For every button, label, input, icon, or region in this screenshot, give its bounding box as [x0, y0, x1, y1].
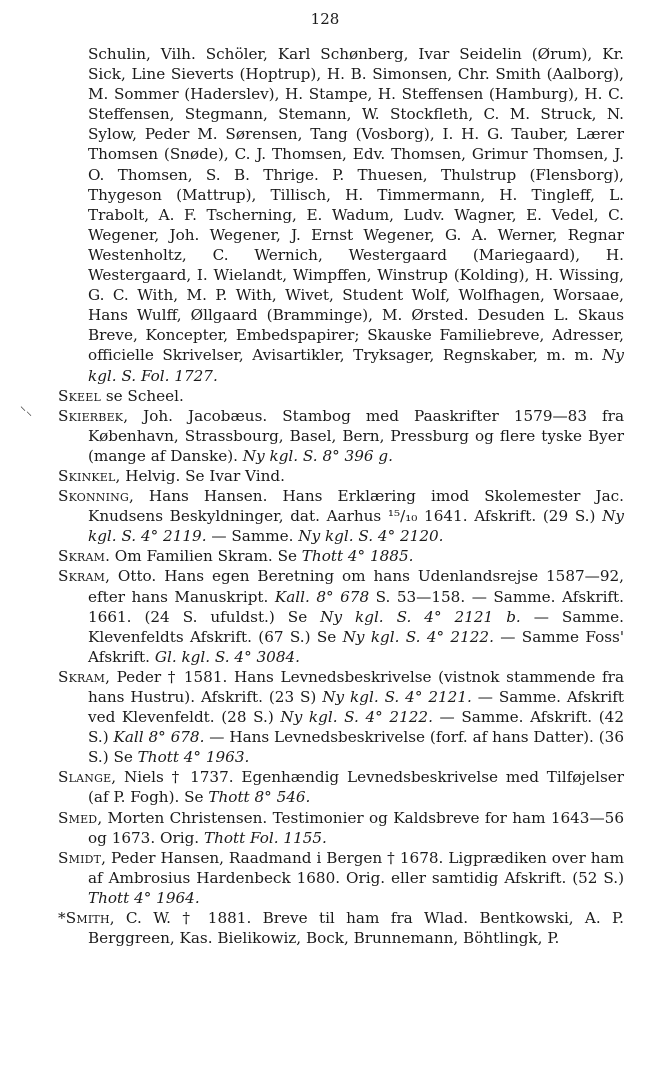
index-entry: [58, 386, 624, 406]
entry-headword: Smed: [58, 808, 98, 827]
entry-text: , Morten Christensen. Testimonier og Kaldsbreve for ham 1643—56 og 1673. Orig.: [88, 808, 624, 847]
shelfmark: Thott 4° 1963.: [137, 748, 250, 767]
marginal-mark: ⸌⸜: [20, 404, 33, 418]
entry-headword: Skram: [58, 567, 106, 586]
entry-headword: Skeel: [58, 386, 101, 405]
shelfmark: Thott 4° 1885.: [301, 547, 414, 566]
entry-headword: Skram: [58, 667, 106, 686]
entry-text: , Helvig. Se Ivar Vind.: [115, 466, 285, 485]
entry-headword: Skierbek: [58, 406, 124, 425]
entry-text: , Niels † 1737. Egenhændig Levnedsbeskrivelse med Tilføjelser (af P. Fogh). Se: [88, 768, 624, 807]
entry-text: — Hans Levnedsbeskrivelse (forf. af hans Datter). (36 S.) Se: [88, 728, 624, 767]
shelfmark: Kall. 8° 678: [274, 587, 370, 606]
shelfmark: Thott 4° 1964.: [88, 888, 200, 907]
continued-entry-schulin: [58, 44, 624, 386]
entry-headword: Skram: [58, 547, 106, 566]
entry-text: — Samme.: [206, 527, 299, 546]
index-text: [58, 44, 624, 948]
index-entry: [58, 767, 624, 807]
index-entry: [58, 546, 624, 566]
entry-text: — Samme. Afskrift. (42 S.): [88, 708, 624, 747]
entry-text: — Samme Foss' Afskrift.: [88, 627, 624, 666]
shelfmark: Ny kgl. S. Fol. 1727.: [88, 346, 625, 385]
entry-text: , Peder † 1581. Hans Levnedsbeskrivelse (vistnok stammende fra hans Hustru). Afskrift. (23 S): [88, 667, 624, 706]
entry-text: se Scheel.: [101, 386, 184, 405]
index-entry: [58, 808, 624, 848]
shelfmark: Ny kgl. S. 4° 2121.: [322, 688, 472, 706]
entry-text: , Hans Hansen. Hans Erklæring imod Skolemester Jac. Knudsens Beskyldninger, dat. Aarhus ¹⁵/₁₀ 1641. Afskrift. (29 S.): [88, 487, 624, 526]
entry-text: — Samme. Afskrift ved Klevenfeldt. (28 S.): [88, 688, 624, 727]
shelfmark: Ny kgl. S. 8° 396 g.: [242, 446, 393, 465]
entry-headword: Skinkel: [58, 466, 116, 485]
shelfmark: Ny kgl. S. 4° 2122.: [280, 708, 433, 727]
entry-text: S. 53—158. — Samme. Afskrift. 1661. (24 S. ufuldst.) Se: [88, 587, 624, 626]
entry-text: , Otto. Hans egen Beretning om hans Udenlandsrejse 1587—92, efter hans Manuskript.: [88, 567, 624, 606]
shelfmark: Ny kgl. S. 4° 2122.: [342, 627, 494, 646]
index-entry: [58, 566, 624, 666]
entry-list: [58, 386, 624, 949]
index-entry: [58, 486, 624, 546]
entry-text: , C. W. † 1881. Breve til ham fra Wlad. Bentkowski, A. P. Berggreen, Kas. Bielikowiz, Bock, Brunnemann, Böhtlingk, P.: [88, 909, 624, 948]
entry-text: . Om Familien Skram. Se: [105, 547, 302, 566]
shelfmark: Ny kgl. S. 4° 2119.: [88, 507, 624, 546]
entry-text: , Peder Hansen, Raadmand i Bergen † 1678. Ligprædiken over ham af Ambrosius Hardenbeck 1680. Orig. eller samtidig Afskrift. (52 S.): [88, 848, 624, 887]
entry-headword: Skonning: [58, 487, 129, 506]
shelfmark: Ny kgl. S. 4° 2120.: [298, 527, 444, 546]
shelfmark: Gl. kgl. S. 4° 3084.: [154, 647, 300, 666]
entry-text: — Samme. Klevenfeldts Afskrift. (67 S.) Se: [88, 607, 624, 646]
shelfmark: Thott Fol. 1155.: [203, 828, 327, 847]
index-entry: [58, 908, 624, 948]
shelfmark: Kall 8° 678.: [113, 728, 205, 747]
index-entry: [58, 406, 624, 466]
entry-headword: *Smith: [58, 909, 110, 928]
shelfmark: Ny kgl. S. 4° 2121 b.: [320, 607, 521, 626]
entry-headword: Smidt: [58, 848, 102, 867]
index-entry: [58, 466, 624, 486]
entry-text: , Joh. Jacobæus. Stambog med Paaskrifter 1579—83 fra København, Strassbourg, Basel, Bern, Pressburg og flere tyske Byer (mange af Danske).: [88, 406, 624, 465]
shelfmark: Thott 8° 546.: [208, 788, 311, 807]
index-entry: [58, 667, 624, 767]
continued-entry-text: Schulin, Vilh. Schöler, Karl Schønberg, Ivar Seidelin (Ørum), Kr. Sick, Line Sieverts (Hoptrup), H. B. Simonsen, Chr. Smith (Aalborg), M. Sommer (Haderslev), H. Stampe, H. Steffensen (Hamburg), H. C. Steffensen, Stegmann, Stemann, W. Stockfleth, C. M. Struck, N. Sylow, Peder M. Sørensen, Tang (Vosborg), I. H. G. Tauber, Lærer Thomsen (Snøde), C. J. Thomsen, Edv. Thomsen, Grimur Thomsen, J. O. Thomsen, S. B. Thrige. P. Thuesen, Thulstrup (Flensborg), Thygeson (Mattrup), Tillisch, H. Timmermann, H. Tingleff, L. Trabolt, A. F. Tscherning, E. Wadum, Ludv. Wagner, E. Vedel, C. Wegener, Joh. Wegener, J. Ernst Wegener, G. A. Werner, Regnar Westenholtz, C. Wernich, Westergaard (Mariegaard), H. Westergaard, I. Wielandt, Wimpffen, Winstrup (Kolding), H. Wissing, G. C. With, M. P. With, Wivet, Student Wolf, Wolfhagen, Worsaae, Hans Wulff, Øllgaard (Bramminge), M. Ørsted. Desuden L. Skaus Breve, Koncepter, Embedspapirer; Skauske Familiebreve, Adresser, officielle Skrivelser, Avisartikler, Tryksager, Regnskaber, m. m.: [88, 45, 624, 365]
page-number: 128: [310, 10, 340, 28]
entry-headword: Slange: [58, 768, 112, 787]
index-entry: [58, 848, 624, 908]
